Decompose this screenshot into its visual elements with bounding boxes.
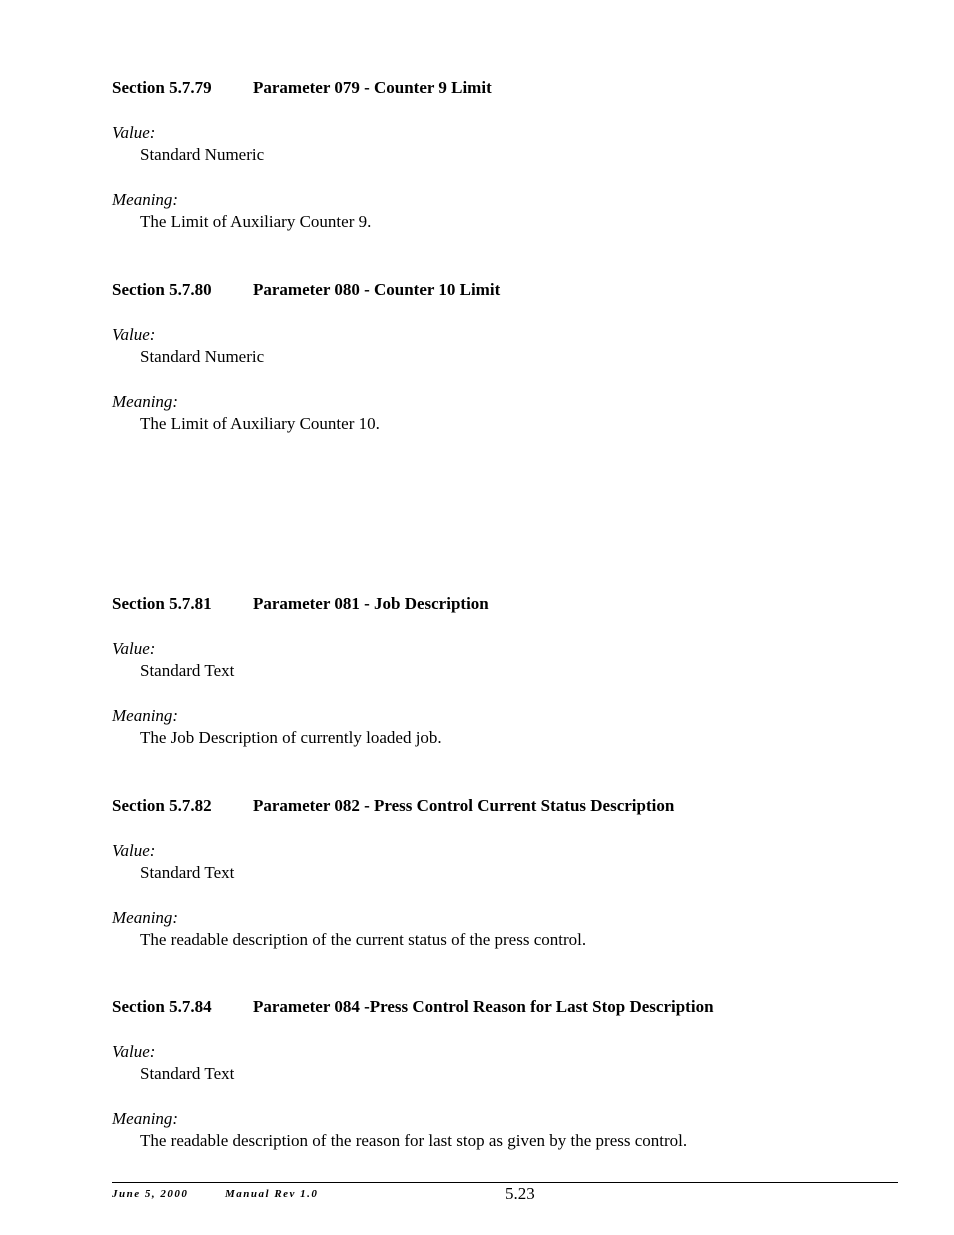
section-heading [112,594,912,614]
value-text: Standard Text [140,661,235,680]
footer-revision: Manual Rev 1.0 [225,1188,319,1200]
section-number: Section 5.7.79 [112,78,212,97]
meaning-label: Meaning: [112,190,179,209]
value-text: Standard Numeric [140,145,265,164]
section-heading [112,997,912,1017]
value-label: Value: [112,1042,156,1061]
section-heading [112,78,912,98]
meaning-text: The Limit of Auxiliary Counter 9. [140,212,372,231]
value-label: Value: [112,123,156,142]
section-number: Section 5.7.84 [112,997,212,1016]
section-title: Parameter 084 -Press Control Reason for Last Stop Description [253,997,714,1016]
meaning-label: Meaning: [112,1109,179,1128]
meaning-label: Meaning: [112,908,179,927]
value-text: Standard Text [140,863,235,882]
section-title: Parameter 082 - Press Control Current Status Description [253,796,675,815]
section-heading [112,796,912,816]
section-number: Section 5.7.82 [112,796,212,815]
page-number: 5.23 [505,1184,535,1203]
footer-divider [112,1182,898,1183]
section-number: Section 5.7.80 [112,280,212,299]
section-5-7-79 [112,78,912,238]
section-number: Section 5.7.81 [112,594,212,613]
section-title: Parameter 081 - Job Description [253,594,489,613]
section-5-7-84 [112,997,912,1157]
meaning-label: Meaning: [112,392,179,411]
value-text: Standard Text [140,1064,235,1083]
meaning-text: The readable description of the reason for last stop as given by the press control. [140,1131,688,1150]
value-text: Standard Numeric [140,347,265,366]
meaning-label: Meaning: [112,706,179,725]
section-5-7-80 [112,280,912,440]
section-title: Parameter 079 - Counter 9 Limit [253,78,492,97]
value-label: Value: [112,841,156,860]
footer-date: June 5, 2000 [112,1188,189,1200]
value-label: Value: [112,639,156,658]
section-title: Parameter 080 - Counter 10 Limit [253,280,501,299]
meaning-text: The Limit of Auxiliary Counter 10. [140,414,380,433]
meaning-text: The readable description of the current status of the press control. [140,930,587,949]
meaning-text: The Job Description of currently loaded job. [140,728,442,747]
section-5-7-82 [112,796,912,956]
section-heading [112,280,912,300]
section-5-7-81 [112,594,912,754]
value-label: Value: [112,325,156,344]
